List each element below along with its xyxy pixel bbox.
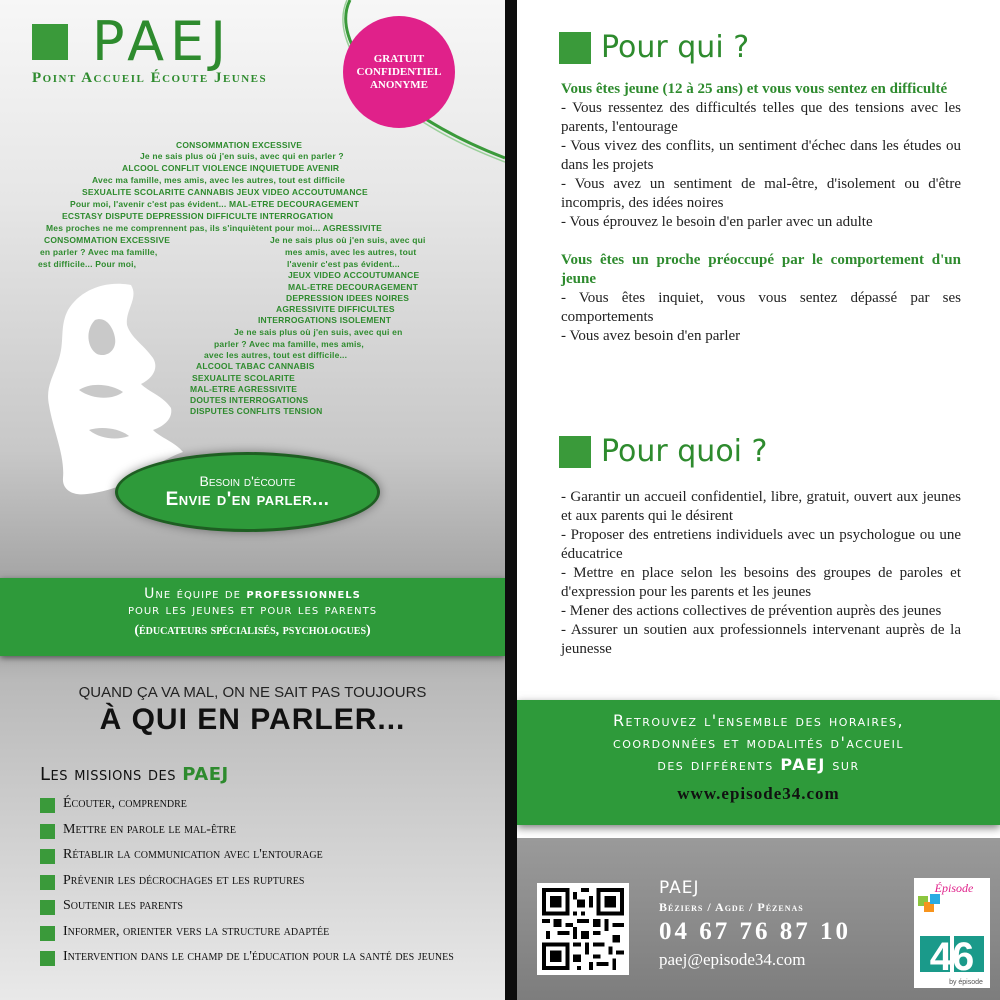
list-item: [40, 796, 470, 822]
word-cloud-line: Je ne sais plus où j'en suis, avec qui en parler ?: [140, 151, 344, 161]
square-bullet-icon: [40, 875, 55, 890]
mission-text: Prévenir les décrochages et les ruptures: [63, 872, 305, 888]
episode-logo-word: Épisode: [934, 881, 974, 895]
word-cloud-line: avec les autres, tout est difficile...: [204, 350, 348, 360]
mission-text: Informer, orienter vers la structure adaptée: [63, 923, 330, 939]
square-bullet-icon: [40, 824, 55, 839]
section-square-icon: [559, 436, 591, 468]
word-cloud-line: est difficile... Pour moi,: [38, 259, 137, 269]
section-square-icon: [559, 32, 591, 64]
team-line-3: (éducateurs spécialisés, psychologues): [134, 623, 371, 638]
badge-line: CONFIDENTIEL: [356, 65, 442, 78]
pour-quoi-body: [561, 488, 961, 659]
team-line-1-bold: professionnels: [246, 586, 361, 602]
qr-code-icon[interactable]: [537, 883, 629, 975]
word-cloud-line: SEXUALITE SCOLARITE: [192, 373, 295, 383]
word-cloud-line: JEUX VIDEO ACCOUTUMANCE: [288, 270, 420, 280]
word-cloud-line: Je ne sais plus où j'en suis, avec qui: [270, 235, 426, 245]
banner-line-2: coordonnées et modalités d'accueil: [613, 733, 904, 752]
website-link[interactable]: www.episode34.com: [677, 784, 840, 803]
listening-need-text: Besoin d'écoute: [199, 473, 296, 489]
info-banner: [517, 700, 1000, 825]
quand-heading: QUAND ÇA VA MAL, ON NE SAIT PAS TOUJOURS: [78, 684, 427, 701]
young-item: - Vous avez un sentiment de mal-être, d'isolement ou d'être incompris, des idées noires: [561, 176, 961, 211]
word-cloud-line: MAL-ETRE DECOURAGEMENT: [288, 282, 419, 292]
word-cloud-line: SEXUALITE SCOLARITE CANNABIS JEUX VIDEO ACCOUTUMANCE: [82, 187, 368, 197]
word-cloud-line: DEPRESSION IDEES NOIRES: [286, 293, 410, 303]
mission-text: Écouter, comprendre: [63, 796, 187, 811]
word-cloud-line: ALCOOL TABAC CANNABIS: [196, 361, 315, 371]
logo-subtitle: Point Accueil Écoute Jeunes: [32, 70, 268, 86]
mission-text: Rétablir la communication avec l'entourage: [63, 847, 323, 862]
logo-square: [32, 24, 68, 60]
missions-list: [40, 796, 470, 975]
list-item: [40, 949, 470, 975]
purpose-item: - Mener des actions collectives de prévention auprès des jeunes: [561, 603, 942, 619]
pour-qui-header: [559, 30, 749, 65]
mission-text: Mettre en parole le mal-être: [63, 821, 236, 837]
word-cloud-line: AGRESSIVITE DIFFICULTES: [276, 304, 395, 314]
list-item: [40, 873, 470, 899]
word-cloud-line: mes amis, avec les autres, tout: [285, 247, 417, 257]
purpose-item: - Mettre en place selon les besoins des groupes de paroles et d'expression pour les parents et les jeunes: [561, 565, 961, 600]
purpose-item: - Proposer des entretiens individuels avec un psychologue ou une éducatrice: [561, 527, 961, 562]
talk-desire-text: Envie d'en parler...: [165, 489, 330, 510]
relative-item: - Vous êtes inquiet, vous vous sentez dépassé par ses comportements: [561, 290, 961, 325]
word-cloud-line: Pour moi, l'avenir c'est pas évident... MAL-ETRE DECOURAGEMENT: [70, 199, 359, 209]
episode-logo-number: 46: [929, 935, 975, 979]
banner-line-1: Retrouvez l'ensemble des horaires,: [612, 711, 905, 730]
word-cloud-line: DISPUTES CONFLITS TENSION: [190, 406, 323, 416]
word-cloud-line: ALCOOL CONFLIT VIOLENCE INQUIETUDE AVENIR: [122, 163, 340, 173]
listening-oval: [115, 452, 380, 532]
word-cloud-line: MAL-ETRE AGRESSIVITE: [190, 384, 298, 394]
qr-code-graphic: [542, 888, 624, 970]
square-bullet-icon: [40, 951, 55, 966]
pour-quoi-header: [559, 434, 767, 469]
contact-section: [517, 838, 1000, 1000]
square-bullet-icon: [40, 900, 55, 915]
badge-line: ANONYME: [369, 78, 429, 91]
relative-item: - Vous avez besoin d'en parler: [561, 328, 741, 344]
banner-line-3-pre: des différents: [657, 755, 781, 774]
word-cloud-line: Mes proches ne me comprennent pas, ils s'inquiètent pour moi... AGRESSIVITE: [46, 223, 382, 233]
word-cloud-line: parler ? Avec ma famille, mes amis,: [214, 339, 364, 349]
list-item: [40, 898, 470, 924]
word-cloud-line: INTERROGATIONS ISOLEMENT: [258, 315, 392, 325]
word-cloud-line: CONSOMMATION EXCESSIVE: [44, 235, 171, 245]
word-cloud-line: CONSOMMATION EXCESSIVE: [176, 140, 303, 150]
word-cloud-line: en parler ? Avec ma famille,: [40, 247, 158, 257]
contact-email[interactable]: paej@episode34.com: [659, 950, 806, 969]
list-item: [40, 847, 470, 873]
team-line-2: pour les jeunes et pour les parents: [127, 602, 378, 618]
square-bullet-icon: [40, 926, 55, 941]
pour-qui-title: Pour qui ?: [601, 30, 750, 65]
banner-line-3-bold: PAEJ: [780, 755, 826, 774]
contact-phone[interactable]: 04 67 76 87 10: [659, 918, 851, 945]
purpose-item: - Assurer un soutien aux professionnels intervenant auprès de la jeunesse: [561, 622, 961, 657]
logo-wordmark: PAEJ: [92, 10, 233, 73]
word-cloud-line: l'avenir c'est pas évident...: [287, 259, 400, 269]
purpose-item: - Garantir un accueil confidentiel, libre, gratuit, ouvert aux jeunes et aux parents qui le désirent: [561, 489, 961, 524]
word-cloud-line: Je ne sais plus où j'en suis, avec qui en: [234, 327, 403, 337]
team-line-1: [0, 586, 505, 602]
square-bullet-icon: [40, 849, 55, 864]
mission-text: Soutenir les parents: [63, 898, 183, 913]
team-band: [0, 578, 505, 656]
young-item: - Vous ressentez des difficultés telles que des tensions avec les parents, l'entourage: [561, 100, 961, 135]
contact-name: PAEJ: [659, 878, 700, 898]
episode-logo-tagline: by épisode: [949, 979, 983, 986]
episode-logo-graphic: [914, 878, 990, 988]
team-line-1-pre: Une équipe de: [144, 586, 247, 602]
right-panel: [517, 0, 1000, 1000]
young-heading: Vous êtes jeune (12 à 25 ans) et vous vous sentez en difficulté: [561, 81, 948, 97]
relative-heading: Vous êtes un proche préoccupé par le comportement d'un jeune: [561, 252, 961, 287]
word-cloud-line: Avec ma famille, mes amis, avec les autres, tout est difficile: [92, 175, 346, 185]
word-cloud-line: ECSTASY DISPUTE DEPRESSION DIFFICULTE INTERROGATION: [62, 211, 334, 221]
mission-text: Intervention dans le champ de l'éducation pour la santé des jeunes: [63, 949, 454, 964]
free-confidential-badge: [343, 16, 455, 128]
banner-line-3: [517, 754, 1000, 776]
badge-line: GRATUIT: [373, 52, 425, 65]
pour-quoi-title: Pour quoi ?: [601, 434, 768, 469]
list-item: [40, 822, 470, 848]
word-cloud-line: DOUTES INTERROGATIONS: [190, 395, 309, 405]
square-bullet-icon: [40, 798, 55, 813]
missions-title-pre: Les missions des: [40, 764, 183, 785]
missions-title-accent: PAEJ: [182, 764, 229, 785]
list-item: [40, 924, 470, 950]
young-item: - Vous vivez des conflits, un sentiment d'échec dans les études ou dans les projets: [561, 138, 961, 173]
contact-cities: Béziers / Agde / Pézenas: [659, 900, 804, 914]
young-item: - Vous éprouvez le besoin d'en parler avec un adulte: [561, 214, 873, 230]
banner-line-3-post: sur: [825, 755, 860, 774]
a-qui-heading: À QUI EN PARLER...: [99, 703, 406, 736]
pour-qui-body: [561, 80, 961, 346]
episode-logo: [914, 878, 990, 988]
missions-title: [40, 764, 229, 785]
